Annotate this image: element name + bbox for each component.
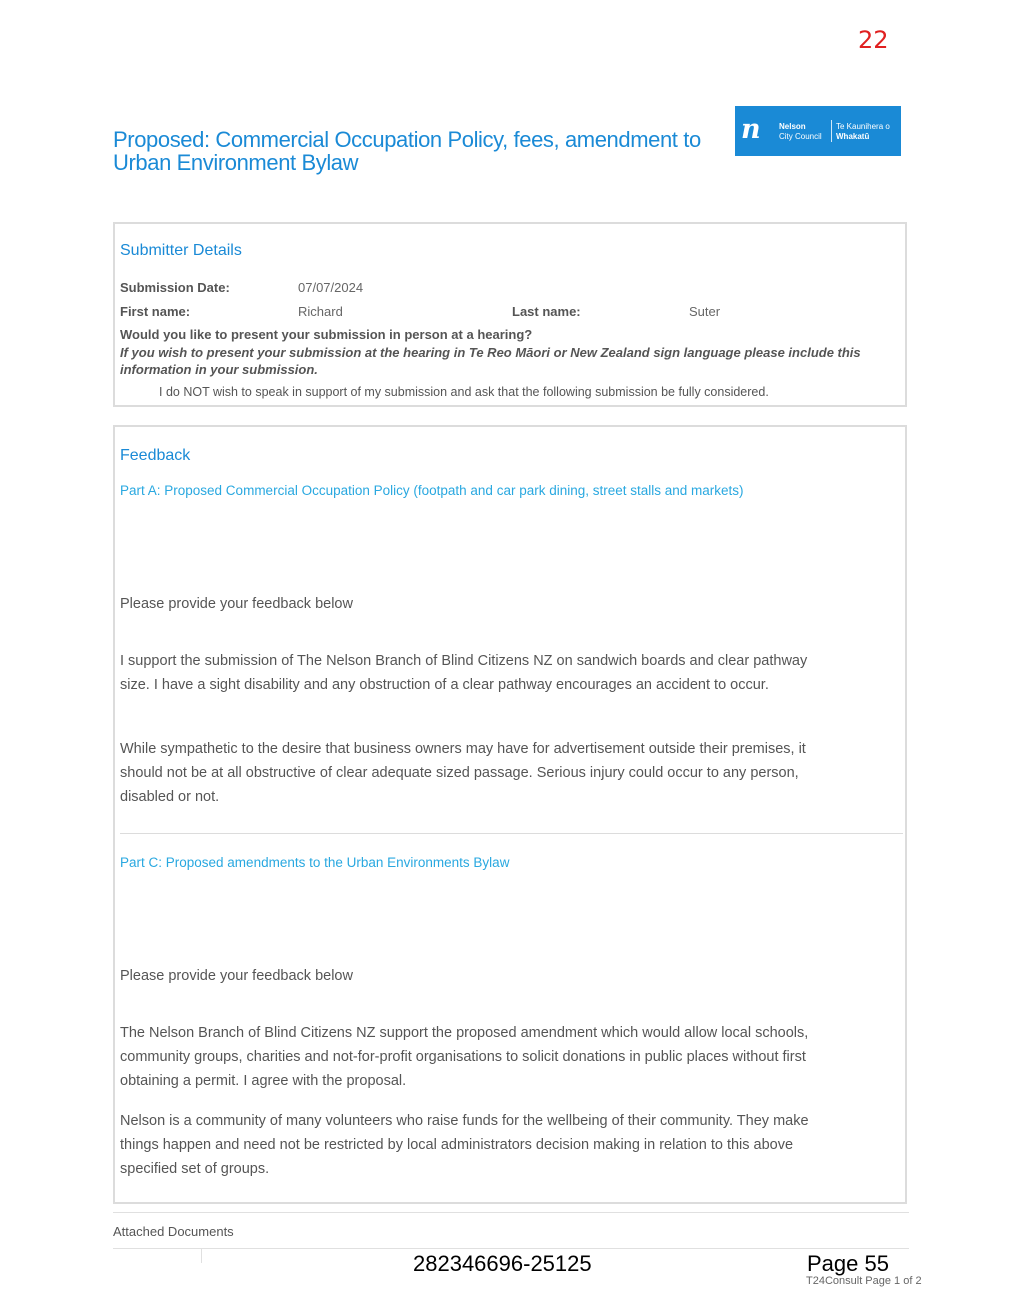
attached-documents-rule <box>113 1212 909 1213</box>
document-title: Proposed: Commercial Occupation Policy, fees, amendment to Urban Environment Bylaw <box>113 127 701 175</box>
feedback-box <box>113 425 907 1204</box>
part-c-title: Part C: Proposed amendments to the Urban Environments Bylaw <box>120 855 510 870</box>
logo-line-2: City Council <box>779 132 822 141</box>
last-name-label: Last name: <box>512 304 581 319</box>
part-c-paragraph-2: Nelson is a community of many volunteers who raise funds for the wellbeing of their community. They make things happen and need not be restricted by local administrators decision making in relation to this above specified set of groups. <box>120 1113 809 1177</box>
logo-english-name <box>779 122 822 142</box>
feedback-heading: Feedback <box>120 447 191 464</box>
agenda-page-label: Page 55 <box>807 1251 889 1276</box>
submission-date-value: 07/07/2024 <box>298 280 364 295</box>
part-a-feedback-prompt: Please provide your feedback below <box>120 596 353 612</box>
submitter-details-heading: Submitter Details <box>120 242 242 259</box>
council-logo <box>735 106 901 156</box>
footer-page-of: T24Consult Page 1 of 2 <box>806 1275 922 1287</box>
part-a-paragraph-1: I support the submission of The Nelson Branch of Blind Citizens NZ on sandwich boards and clear pathway size. I have a sight disability and any obstruction of a clear pathway encourages an accident to occur. <box>120 653 808 693</box>
last-name-value: Suter <box>689 304 721 319</box>
hearing-answer: I do NOT wish to speak in support of my submission and ask that the following submission be fully considered. <box>159 385 769 399</box>
logo-line-4: Whakatū <box>836 132 870 141</box>
council-logo-mark-icon: n <box>741 114 757 145</box>
table-cell-separator <box>201 1249 202 1263</box>
first-name-value: Richard <box>298 304 343 319</box>
hearing-question: Would you like to present your submission in person at a hearing? <box>120 327 533 342</box>
part-c-feedback-prompt: Please provide your feedback below <box>120 968 353 984</box>
part-a-paragraph-2: While sympathetic to the desire that business owners may have for advertisement outside their premises, it should not be at all obstructive of clear adequate sized passage. Serious injury could occur to any person, disabled or not. <box>120 741 806 805</box>
part-c-paragraph-1: The Nelson Branch of Blind Citizens NZ support the proposed amendment which would allow local schools, community groups, charities and not-for-profit organisations to solicit donations in public places without first obtaining a permit. I agree with the proposal. <box>120 1025 809 1089</box>
document-reference-number: 282346696-25125 <box>413 1251 592 1276</box>
attached-documents-label: Attached Documents <box>113 1224 234 1239</box>
hearing-language-note: If you wish to present your submission at the hearing in Te Reo Māori or New Zealand sign language please include this information in your submission. <box>120 345 861 377</box>
logo-divider <box>831 120 832 142</box>
logo-line-1: Nelson <box>779 122 806 131</box>
submission-date-label: Submission Date: <box>120 280 230 295</box>
logo-maori-name <box>836 122 890 142</box>
submitter-details-box <box>113 222 907 407</box>
page-number: 22 <box>858 26 889 54</box>
feedback-divider <box>120 833 903 834</box>
first-name-label: First name: <box>120 304 191 319</box>
part-a-title: Part A: Proposed Commercial Occupation Policy (footpath and car park dining, street stalls and markets) <box>120 483 744 498</box>
logo-line-3: Te Kaunihera o <box>836 122 890 131</box>
